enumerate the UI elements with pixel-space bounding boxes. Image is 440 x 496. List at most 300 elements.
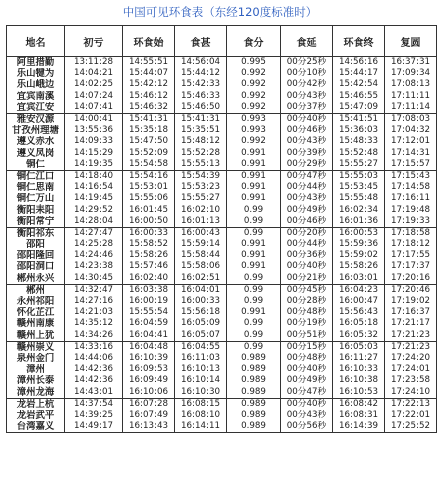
page-title: 中国可见环食表（东经120度标准时）: [122, 5, 318, 19]
cell-first-contact: 14:42:36: [65, 364, 123, 375]
cell-duration: 00分43秒: [281, 136, 333, 147]
cell-location: 赣州上犹: [7, 330, 65, 342]
cell-annular-end: 15:46:55: [333, 91, 385, 102]
cell-annular-start: 15:55:54: [123, 307, 175, 318]
cell-annular-start: 16:07:49: [123, 410, 175, 421]
cell-duration: 00分40秒: [281, 261, 333, 272]
cell-last-contact: 17:14:31: [385, 148, 437, 159]
cell-annular-end: 14:56:16: [333, 57, 385, 69]
cell-duration: 00分40秒: [281, 113, 333, 125]
cell-last-contact: 17:19:02: [385, 296, 437, 307]
cell-annular-end: 15:36:03: [333, 125, 385, 136]
cell-annular-end: 16:05:18: [333, 318, 385, 329]
table-row: [7, 216, 437, 228]
table-row: [7, 204, 437, 215]
cell-annular-end: 15:52:48: [333, 148, 385, 159]
cell-location: 铜仁: [7, 159, 65, 171]
cell-magnitude: 0.992: [227, 68, 281, 79]
table-row: [7, 159, 437, 171]
cell-magnitude: 0.99: [227, 341, 281, 353]
cell-location: 龙岩上杭: [7, 398, 65, 410]
cell-magnitude: 0.992: [227, 79, 281, 90]
cell-maximum: 15:58:44: [175, 250, 227, 261]
cell-first-contact: 14:49:17: [65, 421, 123, 433]
cell-location: 郴州永兴: [7, 273, 65, 285]
cell-annular-end: 16:08:42: [333, 398, 385, 410]
cell-last-contact: 17:15:43: [385, 170, 437, 182]
cell-first-contact: 14:34:26: [65, 330, 123, 342]
cell-location: 铜仁万山: [7, 193, 65, 204]
cell-magnitude: 0.99: [227, 284, 281, 296]
cell-annular-start: 16:01:45: [123, 204, 175, 215]
cell-annular-end: 15:42:54: [333, 79, 385, 90]
table-row: [7, 341, 437, 353]
header-annular-start: 环食始: [123, 26, 175, 57]
cell-annular-end: 16:14:39: [333, 421, 385, 433]
table-row: [7, 113, 437, 125]
cell-magnitude: 0.991: [227, 307, 281, 318]
cell-annular-start: 15:54:58: [123, 159, 175, 171]
cell-duration: 00分20秒: [281, 227, 333, 239]
cell-annular-start: 16:00:50: [123, 216, 175, 228]
cell-duration: 00分29秒: [281, 159, 333, 171]
cell-first-contact: 14:32:47: [65, 284, 123, 296]
cell-location: 漳州龙海: [7, 386, 65, 398]
cell-first-contact: 14:33:16: [65, 341, 123, 353]
header-row: [7, 26, 437, 57]
cell-location: 乐山犍为: [7, 68, 65, 79]
cell-duration: 00分49秒: [281, 375, 333, 386]
cell-last-contact: 17:12:01: [385, 136, 437, 147]
cell-annular-end: 16:10:33: [333, 364, 385, 375]
cell-last-contact: 17:21:23: [385, 330, 437, 342]
cell-first-contact: 14:35:12: [65, 318, 123, 329]
cell-duration: 00分28秒: [281, 296, 333, 307]
header-annular-end: 环食终: [333, 26, 385, 57]
cell-first-contact: 14:30:45: [65, 273, 123, 285]
header-first-contact: 初亏: [65, 26, 123, 57]
cell-maximum: 16:08:15: [175, 398, 227, 410]
cell-last-contact: 17:24:01: [385, 364, 437, 375]
cell-annular-start: 15:47:50: [123, 136, 175, 147]
table-row: [7, 353, 437, 364]
cell-annular-start: 16:03:38: [123, 284, 175, 296]
cell-duration: 00分21秒: [281, 273, 333, 285]
cell-duration: 00分51秒: [281, 330, 333, 342]
cell-duration: 00分15秒: [281, 341, 333, 353]
cell-magnitude: 0.992: [227, 91, 281, 102]
cell-location: 甘孜州理塘: [7, 125, 65, 136]
cell-annular-start: 15:55:06: [123, 193, 175, 204]
cell-maximum: 16:00:33: [175, 296, 227, 307]
cell-annular-start: 15:53:01: [123, 182, 175, 193]
cell-first-contact: 14:19:35: [65, 159, 123, 171]
cell-location: 衡阳祁东: [7, 227, 65, 239]
cell-annular-end: 15:56:43: [333, 307, 385, 318]
cell-duration: 00分43秒: [281, 410, 333, 421]
cell-location: 邵阳隆回: [7, 250, 65, 261]
cell-duration: 00分25秒: [281, 57, 333, 69]
cell-location: 阿里措勤: [7, 57, 65, 69]
cell-magnitude: 0.989: [227, 410, 281, 421]
cell-magnitude: 0.99: [227, 318, 281, 329]
cell-location: 遵义凤岗: [7, 148, 65, 159]
cell-magnitude: 0.989: [227, 398, 281, 410]
cell-annular-start: 16:10:06: [123, 386, 175, 398]
cell-annular-start: 16:10:39: [123, 353, 175, 364]
cell-last-contact: 17:11:11: [385, 91, 437, 102]
cell-last-contact: 17:24:20: [385, 353, 437, 364]
cell-magnitude: 0.995: [227, 57, 281, 69]
cell-last-contact: 17:23:58: [385, 375, 437, 386]
cell-magnitude: 0.991: [227, 170, 281, 182]
cell-annular-start: 16:09:53: [123, 364, 175, 375]
cell-annular-start: 16:07:28: [123, 398, 175, 410]
cell-last-contact: 17:20:46: [385, 284, 437, 296]
cell-last-contact: 17:24:10: [385, 386, 437, 398]
table-row: [7, 125, 437, 136]
cell-first-contact: 14:42:36: [65, 375, 123, 386]
cell-maximum: 16:00:43: [175, 227, 227, 239]
cell-annular-start: 15:44:07: [123, 68, 175, 79]
table-row: [7, 398, 437, 410]
cell-magnitude: 0.99: [227, 204, 281, 215]
cell-annular-start: 15:57:46: [123, 261, 175, 272]
cell-last-contact: 17:08:03: [385, 113, 437, 125]
cell-maximum: 16:04:55: [175, 341, 227, 353]
table-row: [7, 239, 437, 250]
cell-last-contact: 17:17:55: [385, 250, 437, 261]
cell-first-contact: 14:19:45: [65, 193, 123, 204]
cell-location: 怀化芷江: [7, 307, 65, 318]
cell-maximum: 16:11:03: [175, 353, 227, 364]
table-row: [7, 410, 437, 421]
cell-last-contact: 17:14:58: [385, 182, 437, 193]
cell-annular-end: 16:00:53: [333, 227, 385, 239]
table-row: [7, 273, 437, 285]
cell-duration: 00分46秒: [281, 216, 333, 228]
cell-maximum: 15:55:27: [175, 193, 227, 204]
cell-duration: 00分49秒: [281, 204, 333, 215]
cell-location: 铜仁思南: [7, 182, 65, 193]
cell-first-contact: 14:27:16: [65, 296, 123, 307]
cell-location: 赣州崇义: [7, 341, 65, 353]
cell-last-contact: 17:22:13: [385, 398, 437, 410]
cell-annular-end: 15:55:27: [333, 159, 385, 171]
cell-last-contact: 17:21:23: [385, 341, 437, 353]
cell-magnitude: 0.99: [227, 273, 281, 285]
cell-magnitude: 0.991: [227, 159, 281, 171]
cell-annular-start: 16:04:59: [123, 318, 175, 329]
cell-annular-end: 16:10:53: [333, 386, 385, 398]
cell-annular-end: 15:58:26: [333, 261, 385, 272]
cell-annular-start: 15:58:26: [123, 250, 175, 261]
cell-maximum: 16:05:09: [175, 318, 227, 329]
table-row: [7, 170, 437, 182]
cell-duration: 00分36秒: [281, 250, 333, 261]
cell-last-contact: 17:19:48: [385, 204, 437, 215]
table-row: [7, 227, 437, 239]
cell-location: 雅安汉源: [7, 113, 65, 125]
table-row: [7, 375, 437, 386]
cell-location: 遵义赤水: [7, 136, 65, 147]
cell-first-contact: 14:25:28: [65, 239, 123, 250]
cell-duration: 00分46秒: [281, 125, 333, 136]
cell-location: 台湾嘉义: [7, 421, 65, 433]
table-row: [7, 318, 437, 329]
cell-last-contact: 17:11:14: [385, 102, 437, 114]
cell-magnitude: 0.99: [227, 296, 281, 307]
cell-maximum: 15:59:14: [175, 239, 227, 250]
cell-location: 赣州南康: [7, 318, 65, 329]
cell-last-contact: 17:18:12: [385, 239, 437, 250]
cell-duration: 00分40秒: [281, 398, 333, 410]
cell-maximum: 16:02:51: [175, 273, 227, 285]
cell-last-contact: 17:20:16: [385, 273, 437, 285]
cell-maximum: 15:46:50: [175, 102, 227, 114]
cell-magnitude: 0.989: [227, 375, 281, 386]
cell-duration: 00分43秒: [281, 193, 333, 204]
cell-annular-end: 15:47:09: [333, 102, 385, 114]
cell-annular-start: 16:02:40: [123, 273, 175, 285]
cell-first-contact: 14:02:25: [65, 79, 123, 90]
cell-maximum: 15:54:39: [175, 170, 227, 182]
cell-annular-start: 16:09:49: [123, 375, 175, 386]
cell-annular-end: 16:10:38: [333, 375, 385, 386]
cell-location: 宜宾南溪: [7, 91, 65, 102]
cell-magnitude: 0.991: [227, 148, 281, 159]
cell-annular-start: 15:54:16: [123, 170, 175, 182]
cell-magnitude: 0.993: [227, 125, 281, 136]
cell-annular-start: 16:00:19: [123, 296, 175, 307]
cell-annular-start: 15:52:09: [123, 148, 175, 159]
table-row: [7, 330, 437, 342]
cell-magnitude: 0.991: [227, 193, 281, 204]
cell-location: 邵阳: [7, 239, 65, 250]
cell-annular-start: 16:04:48: [123, 341, 175, 353]
cell-first-contact: 14:18:40: [65, 170, 123, 182]
cell-maximum: 15:52:28: [175, 148, 227, 159]
cell-location: 永州祁阳: [7, 296, 65, 307]
cell-maximum: 16:10:13: [175, 364, 227, 375]
cell-magnitude: 0.989: [227, 421, 281, 433]
cell-first-contact: 14:15:29: [65, 148, 123, 159]
cell-maximum: 15:56:18: [175, 307, 227, 318]
cell-duration: 00分40秒: [281, 364, 333, 375]
cell-annular-end: 15:55:48: [333, 193, 385, 204]
cell-maximum: 16:14:11: [175, 421, 227, 433]
cell-annular-start: 14:55:51: [123, 57, 175, 69]
cell-location: 邵阳洞口: [7, 261, 65, 272]
cell-last-contact: 17:17:37: [385, 261, 437, 272]
cell-location: 漳州长泰: [7, 375, 65, 386]
cell-first-contact: 14:07:41: [65, 102, 123, 114]
header-location: 地名: [7, 26, 65, 57]
cell-first-contact: 14:28:04: [65, 216, 123, 228]
cell-annular-end: 16:11:27: [333, 353, 385, 364]
cell-first-contact: 13:11:28: [65, 57, 123, 69]
cell-first-contact: 14:27:47: [65, 227, 123, 239]
cell-maximum: 16:08:10: [175, 410, 227, 421]
table-row: [7, 296, 437, 307]
cell-annular-start: 15:41:31: [123, 113, 175, 125]
table-row: [7, 79, 437, 90]
header-magnitude: 食分: [227, 26, 281, 57]
cell-last-contact: 17:16:37: [385, 307, 437, 318]
cell-magnitude: 0.991: [227, 250, 281, 261]
eclipse-table: [6, 25, 437, 433]
cell-annular-end: 16:03:01: [333, 273, 385, 285]
cell-magnitude: 0.989: [227, 353, 281, 364]
cell-magnitude: 0.99: [227, 330, 281, 342]
cell-maximum: 16:05:07: [175, 330, 227, 342]
cell-first-contact: 14:43:01: [65, 386, 123, 398]
cell-last-contact: 17:22:01: [385, 410, 437, 421]
cell-annular-start: 16:04:41: [123, 330, 175, 342]
cell-magnitude: 0.989: [227, 386, 281, 398]
cell-magnitude: 0.99: [227, 227, 281, 239]
cell-annular-start: 15:58:52: [123, 239, 175, 250]
cell-duration: 00分10秒: [281, 68, 333, 79]
cell-first-contact: 14:29:52: [65, 204, 123, 215]
header-duration: 食延: [281, 26, 333, 57]
cell-annular-start: 15:46:32: [123, 102, 175, 114]
table-row: [7, 57, 437, 69]
cell-maximum: 16:10:30: [175, 386, 227, 398]
table-row: [7, 91, 437, 102]
cell-maximum: 15:53:23: [175, 182, 227, 193]
cell-last-contact: 17:25:52: [385, 421, 437, 433]
table-row: [7, 386, 437, 398]
cell-maximum: 15:48:12: [175, 136, 227, 147]
cell-location: 泉州金门: [7, 353, 65, 364]
cell-duration: 00分48秒: [281, 307, 333, 318]
cell-magnitude: 0.991: [227, 261, 281, 272]
table-row: [7, 250, 437, 261]
cell-duration: 00分37秒: [281, 102, 333, 114]
cell-annular-end: 16:02:34: [333, 204, 385, 215]
cell-location: 乐山峨边: [7, 79, 65, 90]
cell-annular-end: 16:04:23: [333, 284, 385, 296]
table-row: [7, 182, 437, 193]
cell-annular-end: 15:41:51: [333, 113, 385, 125]
cell-magnitude: 0.993: [227, 113, 281, 125]
cell-last-contact: 17:21:17: [385, 318, 437, 329]
cell-duration: 00分43秒: [281, 91, 333, 102]
header-last-contact: 复圆: [385, 26, 437, 57]
table-row: [7, 68, 437, 79]
cell-annular-end: 15:48:33: [333, 136, 385, 147]
cell-annular-start: 16:13:43: [123, 421, 175, 433]
cell-first-contact: 13:55:36: [65, 125, 123, 136]
cell-last-contact: 17:04:32: [385, 125, 437, 136]
cell-duration: 00分47秒: [281, 170, 333, 182]
table-row: [7, 148, 437, 159]
cell-first-contact: 14:24:46: [65, 250, 123, 261]
cell-maximum: 16:02:10: [175, 204, 227, 215]
table-row: [7, 102, 437, 114]
cell-maximum: 15:44:12: [175, 68, 227, 79]
cell-first-contact: 14:07:24: [65, 91, 123, 102]
table-row: [7, 136, 437, 147]
cell-first-contact: 14:16:54: [65, 182, 123, 193]
cell-duration: 00分19秒: [281, 318, 333, 329]
cell-maximum: 15:35:51: [175, 125, 227, 136]
cell-last-contact: 17:19:33: [385, 216, 437, 228]
table-row: [7, 307, 437, 318]
cell-annular-end: 15:59:36: [333, 239, 385, 250]
table-row: [7, 364, 437, 375]
cell-duration: 00分42秒: [281, 79, 333, 90]
table-row: [7, 193, 437, 204]
cell-annular-end: 16:05:03: [333, 341, 385, 353]
cell-magnitude: 0.991: [227, 182, 281, 193]
cell-annular-end: 16:01:36: [333, 216, 385, 228]
cell-maximum: 15:41:31: [175, 113, 227, 125]
cell-first-contact: 14:00:41: [65, 113, 123, 125]
cell-duration: 00分56秒: [281, 421, 333, 433]
cell-maximum: 15:58:06: [175, 261, 227, 272]
cell-last-contact: 17:09:34: [385, 68, 437, 79]
header-maximum: 食甚: [175, 26, 227, 57]
cell-last-contact: 17:08:13: [385, 79, 437, 90]
cell-annular-start: 15:46:12: [123, 91, 175, 102]
cell-maximum: 16:01:13: [175, 216, 227, 228]
cell-magnitude: 0.99: [227, 216, 281, 228]
cell-annular-end: 15:55:03: [333, 170, 385, 182]
cell-location: 衡阳耒阳: [7, 204, 65, 215]
cell-annular-end: 16:00:47: [333, 296, 385, 307]
cell-first-contact: 14:04:21: [65, 68, 123, 79]
cell-magnitude: 0.991: [227, 239, 281, 250]
table-row: [7, 261, 437, 272]
cell-duration: 00分47秒: [281, 386, 333, 398]
cell-annular-start: 15:42:12: [123, 79, 175, 90]
cell-last-contact: 17:18:58: [385, 227, 437, 239]
cell-maximum: 15:42:33: [175, 79, 227, 90]
cell-first-contact: 14:21:03: [65, 307, 123, 318]
table-row: [7, 421, 437, 433]
cell-duration: 00分44秒: [281, 239, 333, 250]
cell-magnitude: 0.989: [227, 364, 281, 375]
cell-maximum: 16:10:14: [175, 375, 227, 386]
cell-last-contact: 17:16:11: [385, 193, 437, 204]
cell-annular-end: 15:44:17: [333, 68, 385, 79]
cell-maximum: 15:46:33: [175, 91, 227, 102]
cell-duration: 00分44秒: [281, 182, 333, 193]
cell-duration: 00分39秒: [281, 148, 333, 159]
cell-annular-end: 15:59:02: [333, 250, 385, 261]
cell-magnitude: 0.992: [227, 136, 281, 147]
cell-location: 宜宾江安: [7, 102, 65, 114]
cell-first-contact: 14:37:54: [65, 398, 123, 410]
cell-first-contact: 14:09:33: [65, 136, 123, 147]
cell-first-contact: 14:23:38: [65, 261, 123, 272]
cell-location: 铜仁江口: [7, 170, 65, 182]
cell-last-contact: 16:37:31: [385, 57, 437, 69]
cell-first-contact: 14:44:06: [65, 353, 123, 364]
cell-last-contact: 17:15:57: [385, 159, 437, 171]
cell-maximum: 14:56:04: [175, 57, 227, 69]
cell-magnitude: 0.992: [227, 102, 281, 114]
cell-first-contact: 14:39:25: [65, 410, 123, 421]
table-row: [7, 284, 437, 296]
cell-duration: 00分45秒: [281, 284, 333, 296]
cell-maximum: 16:04:01: [175, 284, 227, 296]
cell-location: 漳州: [7, 364, 65, 375]
cell-annular-end: 15:53:45: [333, 182, 385, 193]
cell-location: 衡阳常宁: [7, 216, 65, 228]
